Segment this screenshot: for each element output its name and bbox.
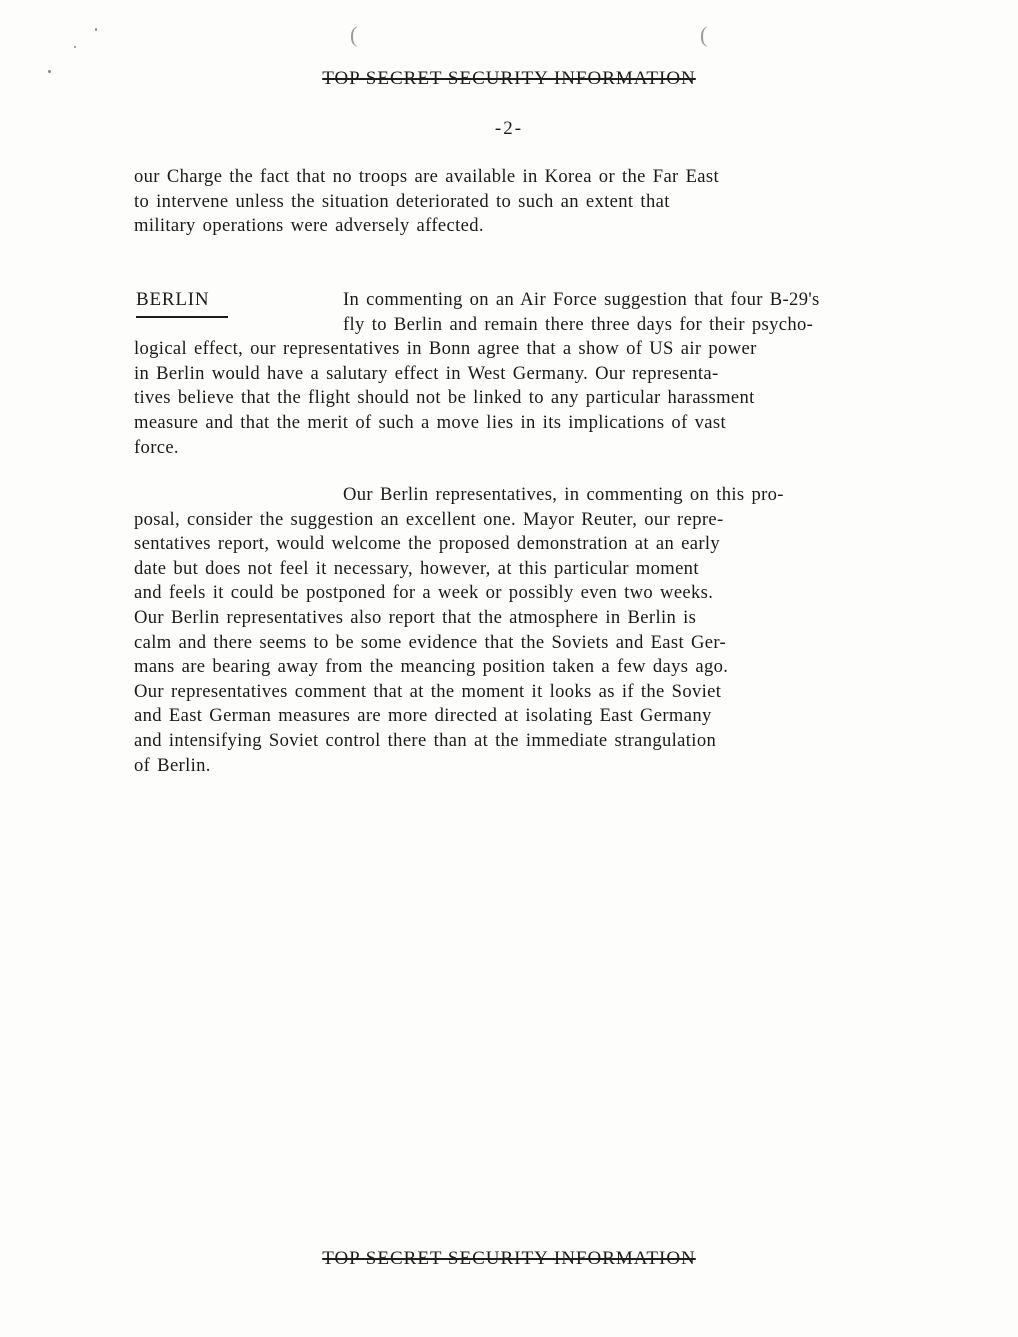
text-line: tives believe that the flight should not be linked to any particular harassment <box>134 387 755 409</box>
text-line: logical effect, our representatives in Bonn agree that a show of US air power <box>134 338 757 360</box>
paper-speck <box>95 28 97 31</box>
text-line: sentatives report, would welcome the proposed demonstration at an early <box>134 533 721 555</box>
text-line: and East German measures are more directed at isolating East Germany <box>134 705 712 727</box>
classification-header: TOP SECRET SECURITY INFORMATION <box>322 68 696 89</box>
text-line: and intensifying Soviet control there than at the immediate strangulation <box>134 729 717 751</box>
text-line: force. <box>134 436 179 458</box>
classification-footer: TOP SECRET SECURITY INFORMATION <box>322 1248 696 1269</box>
text-line: military operations were adversely affected. <box>134 215 484 237</box>
paragraph-korea <box>134 165 934 239</box>
section-heading-berlin: BERLIN <box>136 289 210 310</box>
text-line: fly to Berlin and remain there three days for their psycho- <box>343 313 814 335</box>
text-line: Our Berlin representatives, in commenting on this pro- <box>343 484 784 505</box>
page-number: -2- <box>494 118 524 139</box>
text-line: measure and that the merit of such a move lies in its implications of vast <box>134 411 726 433</box>
text-line: posal, consider the suggestion an excellent one. Mayor Reuter, our repre- <box>134 508 724 530</box>
text-line: to intervene unless the situation deteriorated to such an extent that <box>134 190 670 212</box>
punch-hole-mark: ( <box>700 22 708 47</box>
text-line: mans are bearing away from the meancing position taken a few days ago. <box>134 656 729 678</box>
text-line: calm and there seems to be some evidence that the Soviets and East Ger- <box>134 631 727 653</box>
text-line: In commenting on an Air Force suggestion that four B-29's <box>343 289 820 310</box>
text-line: of Berlin. <box>134 754 211 776</box>
text-line: Our Berlin representatives also report that the atmosphere in Berlin is <box>134 606 697 628</box>
text-line: Our representatives comment that at the moment it looks as if the Soviet <box>134 680 722 702</box>
text-line: date but does not feel it necessary, however, at this particular moment <box>134 557 699 579</box>
text-line: our Charge the fact that no troops are available in Korea or the Far East <box>134 166 719 187</box>
paragraph-berlin-representatives <box>134 483 934 778</box>
punch-hole-mark: ( <box>350 22 358 47</box>
text-line: and feels it could be postponed for a week or possibly even two weeks. <box>134 582 714 604</box>
paper-speck <box>74 46 76 48</box>
paragraph-berlin <box>134 288 934 460</box>
text-line: in Berlin would have a salutary effect in West Germany. Our representa- <box>134 362 719 384</box>
